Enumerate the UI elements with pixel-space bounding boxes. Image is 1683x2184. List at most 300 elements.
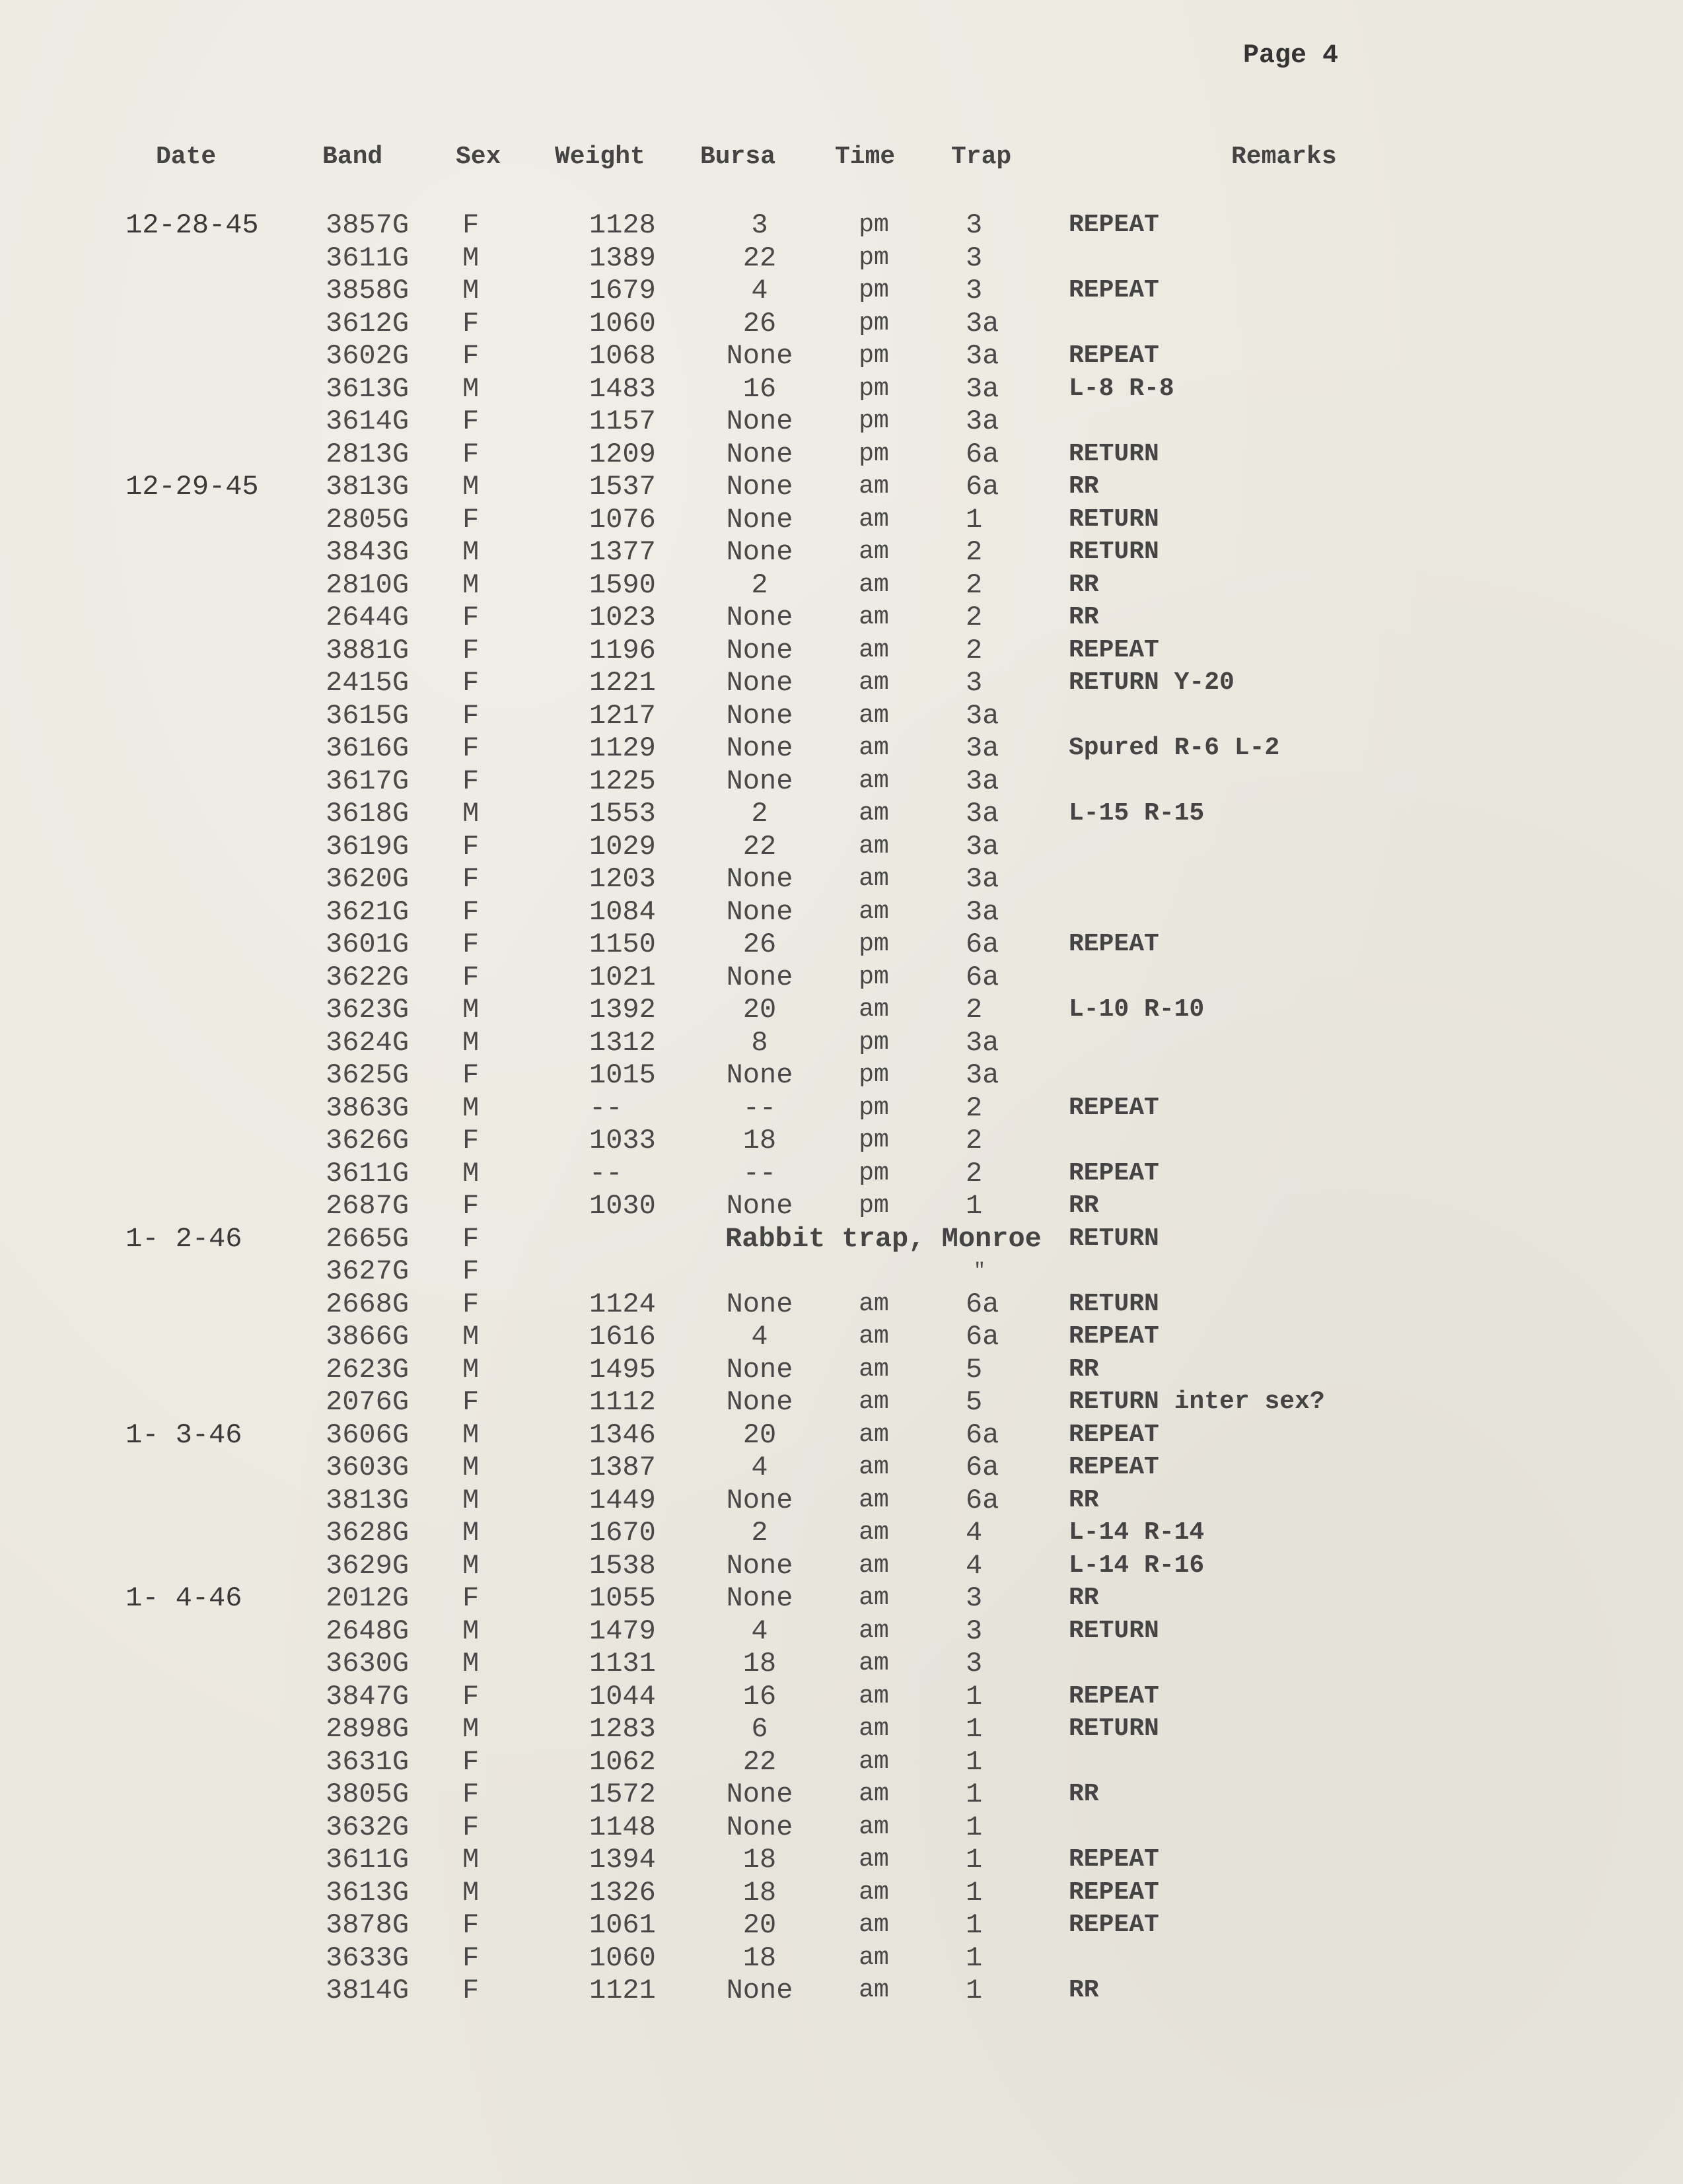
cell-band: 3620G [326, 863, 410, 895]
table-row [0, 1942, 1683, 1975]
cell-time: pm [859, 407, 889, 435]
cell-time: pm [859, 1126, 889, 1154]
cell-weight: 1062 [589, 1745, 656, 1778]
cell-sex: M [462, 1353, 480, 1386]
cell-trap: 3a [966, 405, 999, 437]
cell-weight: 1553 [589, 798, 656, 829]
cell-weight: 1449 [589, 1484, 656, 1516]
cell-trap: 2 [966, 1092, 983, 1124]
cell-sex: F [462, 699, 480, 732]
cell-sex: F [462, 863, 480, 895]
table-row [0, 1092, 1683, 1125]
cell-band: 3627G [326, 1255, 410, 1287]
cell-bursa: 20 [742, 994, 777, 1026]
cell-bursa: None [726, 438, 793, 470]
cell-trap: 3 [966, 209, 983, 241]
cell-time: pm [859, 1061, 889, 1089]
cell-time: am [859, 864, 889, 893]
cell-trap: 3 [966, 275, 983, 306]
cell-sex: M [462, 242, 480, 274]
cell-weight: 1128 [589, 209, 656, 241]
cell-time: pm [859, 211, 889, 239]
cell-time: am [859, 1551, 889, 1580]
cell-sex: F [462, 1942, 480, 1974]
table-row [0, 209, 1683, 242]
cell-weight: 1015 [589, 1059, 656, 1091]
cell-remarks: REPEAT [1069, 1158, 1159, 1187]
cell-weight: 1060 [589, 1942, 656, 1974]
cell-time: am [859, 1289, 889, 1318]
cell-trap: 5 [966, 1386, 983, 1418]
cell-remarks: RR [1069, 603, 1099, 631]
cell-trap: 3a [966, 699, 999, 732]
cell-time: am [859, 799, 889, 828]
cell-trap: 3a [966, 340, 999, 372]
table-row [0, 569, 1683, 602]
table-row [0, 1157, 1683, 1190]
cell-bursa: None [726, 1386, 793, 1418]
cell-weight: 1124 [589, 1288, 656, 1320]
cell-sex: F [462, 1909, 480, 1941]
cell-sex: F [462, 929, 480, 960]
cell-time: am [859, 1485, 889, 1514]
cell-sex: F [462, 732, 480, 764]
cell-band: 2012G [326, 1582, 410, 1614]
cell-weight: 1590 [589, 569, 656, 601]
header-remarks: Remarks [1231, 143, 1337, 171]
cell-band: 3615G [326, 699, 410, 732]
cell-band: 3881G [326, 634, 410, 666]
cell-sex: F [462, 1255, 480, 1287]
cell-time: am [859, 505, 889, 534]
cell-time: pm [859, 374, 889, 403]
cell-remarks: RETURN [1069, 1714, 1159, 1743]
cell-weight: 1679 [589, 275, 656, 306]
cell-remarks: RETURN Y-20 [1069, 668, 1235, 697]
cell-bursa: -- [742, 1092, 777, 1124]
header-band: Band [322, 143, 383, 171]
cell-trap: 3 [966, 1648, 983, 1679]
cell-band: 3625G [326, 1059, 410, 1091]
cell-weight: 1225 [589, 765, 656, 797]
table-row [0, 1843, 1683, 1876]
cell-time: am [859, 1943, 889, 1972]
cell-sex: M [462, 1484, 480, 1516]
cell-remarks: L-10 R-10 [1069, 995, 1205, 1024]
cell-trap: 3 [966, 1615, 983, 1647]
cell-remarks: REPEAT [1069, 1681, 1159, 1710]
cell-remarks: REPEAT [1069, 1322, 1159, 1351]
cell-trap: 6a [966, 438, 999, 470]
cell-band: 2687G [326, 1190, 410, 1222]
cell-trap: 6a [966, 1452, 999, 1483]
cell-band: 3623G [326, 994, 410, 1026]
cell-sex: F [462, 1386, 480, 1418]
table-row [0, 1549, 1683, 1582]
cell-time: am [859, 1878, 889, 1907]
cell-time: am [859, 635, 889, 664]
header-bursa: Bursa [700, 143, 776, 171]
cell-trap: 3a [966, 830, 999, 863]
cell-time: am [859, 1420, 889, 1449]
cell-trap: 3a [966, 896, 999, 928]
cell-sex: F [462, 405, 480, 437]
cell-time: pm [859, 930, 889, 958]
table-row [0, 1059, 1683, 1092]
cell-time: am [859, 1911, 889, 1939]
cell-trap: 1 [966, 1680, 983, 1712]
cell-weight: 1670 [589, 1517, 656, 1549]
cell-remarks: L-15 R-15 [1069, 799, 1205, 828]
header-time: Time [835, 143, 896, 171]
cell-bursa: 4 [751, 275, 768, 306]
table-row [0, 470, 1683, 503]
cell-sex: F [462, 1125, 480, 1156]
cell-remarks: REPEAT [1069, 1420, 1159, 1449]
cell-time: am [859, 1355, 889, 1384]
cell-trap: 4 [966, 1549, 983, 1582]
header-sex: Sex [456, 143, 501, 171]
cell-weight: 1148 [589, 1811, 656, 1843]
table-row [0, 1516, 1683, 1549]
cell-weight: 1061 [589, 1909, 656, 1941]
cell-remarks: RR [1069, 1584, 1099, 1612]
cell-band: 3626G [326, 1125, 410, 1156]
cell-remarks: RR [1069, 1355, 1099, 1384]
cell-band: 2668G [326, 1288, 410, 1320]
cell-time: am [859, 1681, 889, 1710]
cell-trap: 1 [966, 1942, 983, 1974]
table-row [0, 928, 1683, 961]
cell-bursa: 26 [742, 307, 777, 339]
cell-remarks: RR [1069, 1976, 1099, 2004]
table-row [0, 307, 1683, 340]
cell-sex: M [462, 569, 480, 601]
cell-sex: M [462, 1026, 480, 1059]
cell-date: 12-28-45 [125, 209, 259, 241]
cell-remarks: RETURN [1069, 1289, 1159, 1318]
cell-time: pm [859, 276, 889, 304]
cell-band: 3805G [326, 1779, 410, 1810]
cell-band: 3616G [326, 732, 410, 764]
cell-sex: F [462, 765, 480, 797]
cell-sex: M [462, 1549, 480, 1582]
header-date: Date [156, 143, 217, 171]
cell-trap: 3 [966, 1582, 983, 1614]
cell-time: am [859, 538, 889, 566]
cell-weight: 1112 [589, 1386, 656, 1418]
table-row [0, 699, 1683, 732]
cell-remarks: RR [1069, 472, 1099, 501]
cell-time: am [859, 995, 889, 1024]
cell-sex: M [462, 1615, 480, 1647]
cell-bursa: 16 [742, 1680, 777, 1712]
cell-sex: M [462, 275, 480, 306]
cell-time: pm [859, 243, 889, 272]
cell-sex: M [462, 536, 480, 568]
cell-date: 1- 4-46 [125, 1582, 242, 1614]
cell-bursa: 20 [742, 1419, 777, 1451]
cell-date: 1- 2-46 [125, 1222, 242, 1255]
cell-remarks: RETURN [1069, 1616, 1159, 1645]
cell-sex: F [462, 307, 480, 339]
cell-time: am [859, 1812, 889, 1841]
cell-sex: F [462, 1680, 480, 1712]
cell-weight: 1483 [589, 372, 656, 405]
cell-band: 3631G [326, 1745, 410, 1778]
cell-time: pm [859, 341, 889, 370]
cell-remarks: RR [1069, 1191, 1099, 1220]
cell-band: 3633G [326, 1942, 410, 1974]
cell-band: 3813G [326, 471, 410, 503]
table-row [0, 1124, 1683, 1157]
cell-time: pm [859, 1191, 889, 1220]
cell-time: am [859, 668, 889, 697]
cell-band: 2805G [326, 503, 410, 536]
cell-sex: F [462, 209, 480, 241]
cell-bursa: 26 [742, 929, 777, 960]
cell-band: 2644G [326, 602, 410, 633]
cell-bursa: 8 [751, 1026, 768, 1059]
cell-time: am [859, 1616, 889, 1645]
cell-trap: 1 [966, 1975, 983, 2006]
table-row [0, 830, 1683, 863]
cell-band: 3611G [326, 1844, 410, 1876]
cell-sex: F [462, 438, 480, 470]
cell-bursa: None [726, 667, 793, 699]
cell-weight: 1150 [589, 929, 656, 960]
cell-time: am [859, 701, 889, 730]
cell-sex: M [462, 1844, 480, 1876]
cell-remarks: L-8 R-8 [1069, 374, 1174, 403]
cell-bursa: 18 [742, 1876, 777, 1909]
cell-date: 12-29-45 [125, 471, 259, 503]
table-row [0, 1680, 1683, 1713]
cell-weight: 1537 [589, 471, 656, 503]
cell-bursa: None [726, 503, 793, 536]
table-row [0, 274, 1683, 307]
cell-trap: 3a [966, 863, 999, 895]
cell-trap: 3a [966, 307, 999, 339]
cell-sex: F [462, 340, 480, 372]
table-row [0, 503, 1683, 536]
cell-time: am [859, 1453, 889, 1481]
cell-band: 3857G [326, 209, 410, 241]
cell-remarks: REPEAT [1069, 1845, 1159, 1874]
cell-trap: 2 [966, 994, 983, 1026]
cell-trap: 4 [966, 1517, 983, 1549]
cell-bursa: None [726, 1190, 793, 1222]
cell-remarks: REPEAT [1069, 635, 1159, 664]
cell-sex: M [462, 994, 480, 1026]
cell-band: 3621G [326, 896, 410, 928]
cell-bursa: 2 [751, 1517, 768, 1549]
cell-band: 3813G [326, 1484, 410, 1516]
cell-bursa: None [726, 1582, 793, 1614]
cell-remarks: RETURN [1069, 439, 1159, 468]
cell-time: am [859, 1747, 889, 1776]
cell-time: am [859, 472, 889, 501]
cell-bursa: -- [742, 1157, 777, 1189]
table-row [0, 405, 1683, 438]
cell-bursa: 2 [751, 798, 768, 829]
cell-sex: M [462, 1092, 480, 1124]
cell-bursa: None [726, 1484, 793, 1516]
cell-date: 1- 3-46 [125, 1419, 242, 1451]
table-row [0, 1712, 1683, 1745]
cell-time: am [859, 897, 889, 926]
table-row [0, 339, 1683, 372]
table-row [0, 732, 1683, 765]
cell-bursa: 4 [751, 1321, 768, 1353]
table-row [0, 863, 1683, 896]
cell-band: 2415G [326, 667, 410, 699]
cell-sex: F [462, 961, 480, 993]
table-row [0, 1288, 1683, 1321]
cell-time: am [859, 1388, 889, 1416]
cell-band: 3622G [326, 961, 410, 993]
cell-weight: 1572 [589, 1779, 656, 1810]
cell-bursa: None [726, 1353, 793, 1386]
cell-bursa: None [726, 602, 793, 633]
cell-weight: 1209 [589, 438, 656, 470]
table-row [0, 242, 1683, 275]
cell-band: 3632G [326, 1811, 410, 1843]
cell-trap: 1 [966, 1909, 983, 1941]
cell-weight: -- [589, 1092, 623, 1124]
table-row [0, 797, 1683, 830]
cell-weight: 1076 [589, 503, 656, 536]
cell-sex: F [462, 1190, 480, 1222]
cell-band: 2623G [326, 1353, 410, 1386]
cell-trap: 2 [966, 602, 983, 633]
cell-sex: F [462, 1779, 480, 1810]
cell-remarks: Spured R-6 L-2 [1069, 734, 1280, 762]
table-row [0, 634, 1683, 667]
cell-weight: 1044 [589, 1680, 656, 1712]
cell-bursa: None [726, 405, 793, 437]
cell-sex: F [462, 1288, 480, 1320]
cell-band: 3630G [326, 1648, 410, 1679]
cell-remarks: REPEAT [1069, 1911, 1159, 1939]
cell-bursa: None [726, 1975, 793, 2006]
cell-trap: 1 [966, 1745, 983, 1778]
cell-band: 2665G [326, 1222, 410, 1255]
cell-trap: 3a [966, 798, 999, 829]
cell-remarks: L-14 R-16 [1069, 1551, 1205, 1580]
cell-band: 3843G [326, 536, 410, 568]
cell-time: pm [859, 962, 889, 991]
cell-bursa: 22 [742, 830, 777, 863]
cell-band: 2076G [326, 1386, 410, 1418]
cell-weight: 1326 [589, 1876, 656, 1909]
cell-weight: 1221 [589, 667, 656, 699]
cell-weight: 1479 [589, 1615, 656, 1647]
cell-remarks: REPEAT [1069, 930, 1159, 958]
cell-weight: 1538 [589, 1549, 656, 1582]
cell-remarks: L-14 R-14 [1069, 1518, 1205, 1547]
cell-trap: 6a [966, 1419, 999, 1451]
cell-trap: 1 [966, 1876, 983, 1909]
cell-remarks: RR [1069, 570, 1099, 599]
cell-trap: 3 [966, 242, 983, 274]
cell-weight: 1196 [589, 634, 656, 666]
cell-bursa: None [726, 471, 793, 503]
cell-band: 3878G [326, 1909, 410, 1941]
table-row [0, 896, 1683, 929]
cell-trap: 1 [966, 503, 983, 536]
cell-remarks: RETURN [1069, 1224, 1159, 1253]
table-row [0, 1026, 1683, 1059]
cell-trap: 2 [966, 569, 983, 601]
cell-sex: M [462, 471, 480, 503]
cell-bursa: None [726, 699, 793, 732]
cell-bursa: 6 [751, 1713, 768, 1745]
cell-sex: M [462, 1517, 480, 1549]
cell-time: pm [859, 1028, 889, 1057]
table-row [0, 1909, 1683, 1942]
cell-trap: 2 [966, 634, 983, 666]
cell-trap: 3a [966, 372, 999, 405]
cell-remarks: RR [1069, 1780, 1099, 1808]
header-trap: Trap [951, 143, 1012, 171]
table-row [0, 438, 1683, 471]
table-row [0, 1647, 1683, 1680]
cell-bursa: None [726, 1811, 793, 1843]
cell-bursa: None [726, 1059, 793, 1091]
cell-weight: 1394 [589, 1844, 656, 1876]
table-row [0, 961, 1683, 994]
cell-trap: 1 [966, 1811, 983, 1843]
cell-time: am [859, 1845, 889, 1874]
cell-trap: 6a [966, 961, 999, 993]
cell-sex: F [462, 1059, 480, 1091]
cell-remarks: REPEAT [1069, 341, 1159, 370]
cell-time: am [859, 1780, 889, 1808]
table-row [0, 1189, 1683, 1222]
cell-sex: F [462, 602, 480, 633]
cell-time: am [859, 1649, 889, 1677]
table-row [0, 1222, 1683, 1255]
cell-weight: 1157 [589, 405, 656, 437]
cell-bursa: None [726, 765, 793, 797]
cell-weight: 1392 [589, 994, 656, 1026]
cell-weight: 1389 [589, 242, 656, 274]
cell-bursa: 18 [742, 1648, 777, 1679]
cell-band: 2810G [326, 569, 410, 601]
cell-time: pm [859, 1093, 889, 1122]
table-row [0, 765, 1683, 798]
cell-band: 3624G [326, 1026, 410, 1059]
cell-weight: 1131 [589, 1648, 656, 1679]
cell-bursa: 4 [751, 1452, 768, 1483]
cell-band: 3863G [326, 1092, 410, 1124]
cell-sex: F [462, 667, 480, 699]
cell-trap: 6a [966, 1321, 999, 1353]
cell-trap: 3a [966, 732, 999, 764]
cell-band: 3858G [326, 275, 410, 306]
cell-trap: 5 [966, 1353, 983, 1386]
cell-sex: M [462, 1876, 480, 1909]
cell-remarks: RR [1069, 1485, 1099, 1514]
cell-time: am [859, 734, 889, 762]
cell-weight: 1312 [589, 1026, 656, 1059]
cell-weight: 1283 [589, 1713, 656, 1745]
cell-sex: F [462, 830, 480, 863]
table-row [0, 536, 1683, 569]
table-row [0, 1320, 1683, 1353]
cell-trap: 2 [966, 1157, 983, 1189]
